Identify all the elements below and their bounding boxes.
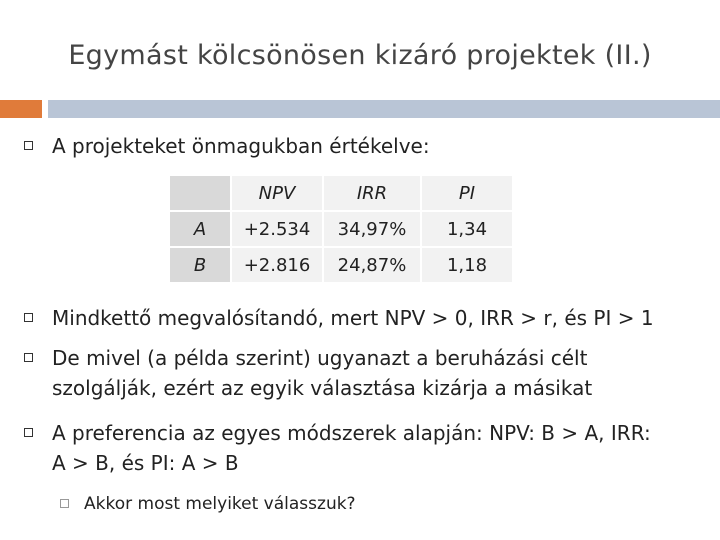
table-header-row bbox=[170, 176, 512, 210]
header-irr: IRR bbox=[324, 176, 420, 210]
header-npv: NPV bbox=[232, 176, 322, 210]
square-bullet-icon bbox=[24, 313, 33, 322]
cell-irr: 34,97% bbox=[324, 212, 420, 246]
square-bullet-icon bbox=[60, 499, 69, 508]
accent-bar bbox=[0, 100, 42, 118]
table-row bbox=[170, 248, 512, 282]
bullet-preferencia bbox=[24, 418, 651, 478]
cell-pi: 1,34 bbox=[422, 212, 512, 246]
table-row bbox=[170, 212, 512, 246]
cell-npv: +2.816 bbox=[232, 248, 322, 282]
square-bullet-icon bbox=[24, 141, 33, 150]
slide-title: Egymást kölcsönösen kizáró projektek (II.) bbox=[68, 40, 652, 71]
bullet-text-line2: A > B, és PI: A > B bbox=[52, 451, 239, 475]
bullet-text: A projekteket önmagukban értékelve: bbox=[52, 134, 430, 158]
sub-bullet-text: Akkor most melyiket válasszuk? bbox=[84, 494, 356, 514]
bullet-de-mivel bbox=[24, 343, 592, 403]
cell-npv: +2.534 bbox=[232, 212, 322, 246]
square-bullet-icon bbox=[24, 353, 33, 362]
row-label: A bbox=[170, 212, 230, 246]
bullet-text-line1: De mivel (a példa szerint) ugyanazt a beruházási célt bbox=[52, 346, 588, 370]
row-label: B bbox=[170, 248, 230, 282]
bullet-mindketto bbox=[24, 303, 654, 333]
cell-pi: 1,18 bbox=[422, 248, 512, 282]
square-bullet-icon bbox=[24, 428, 33, 437]
bullet-intro bbox=[24, 131, 430, 161]
sub-bullet-question bbox=[60, 492, 356, 516]
bullet-text-line2: szolgálják, ezért az egyik választása kizárja a másikat bbox=[52, 376, 593, 400]
table-corner-cell bbox=[170, 176, 230, 210]
comparison-table bbox=[168, 174, 514, 284]
bullet-text-line1: A preferencia az egyes módszerek alapján: NPV: B > A, IRR: bbox=[52, 421, 651, 445]
header-pi: PI bbox=[422, 176, 512, 210]
bullet-text: Mindkettő megvalósítandó, mert NPV > 0, IRR > r, és PI > 1 bbox=[52, 306, 654, 330]
title-underline-bar bbox=[48, 100, 720, 118]
cell-irr: 24,87% bbox=[324, 248, 420, 282]
